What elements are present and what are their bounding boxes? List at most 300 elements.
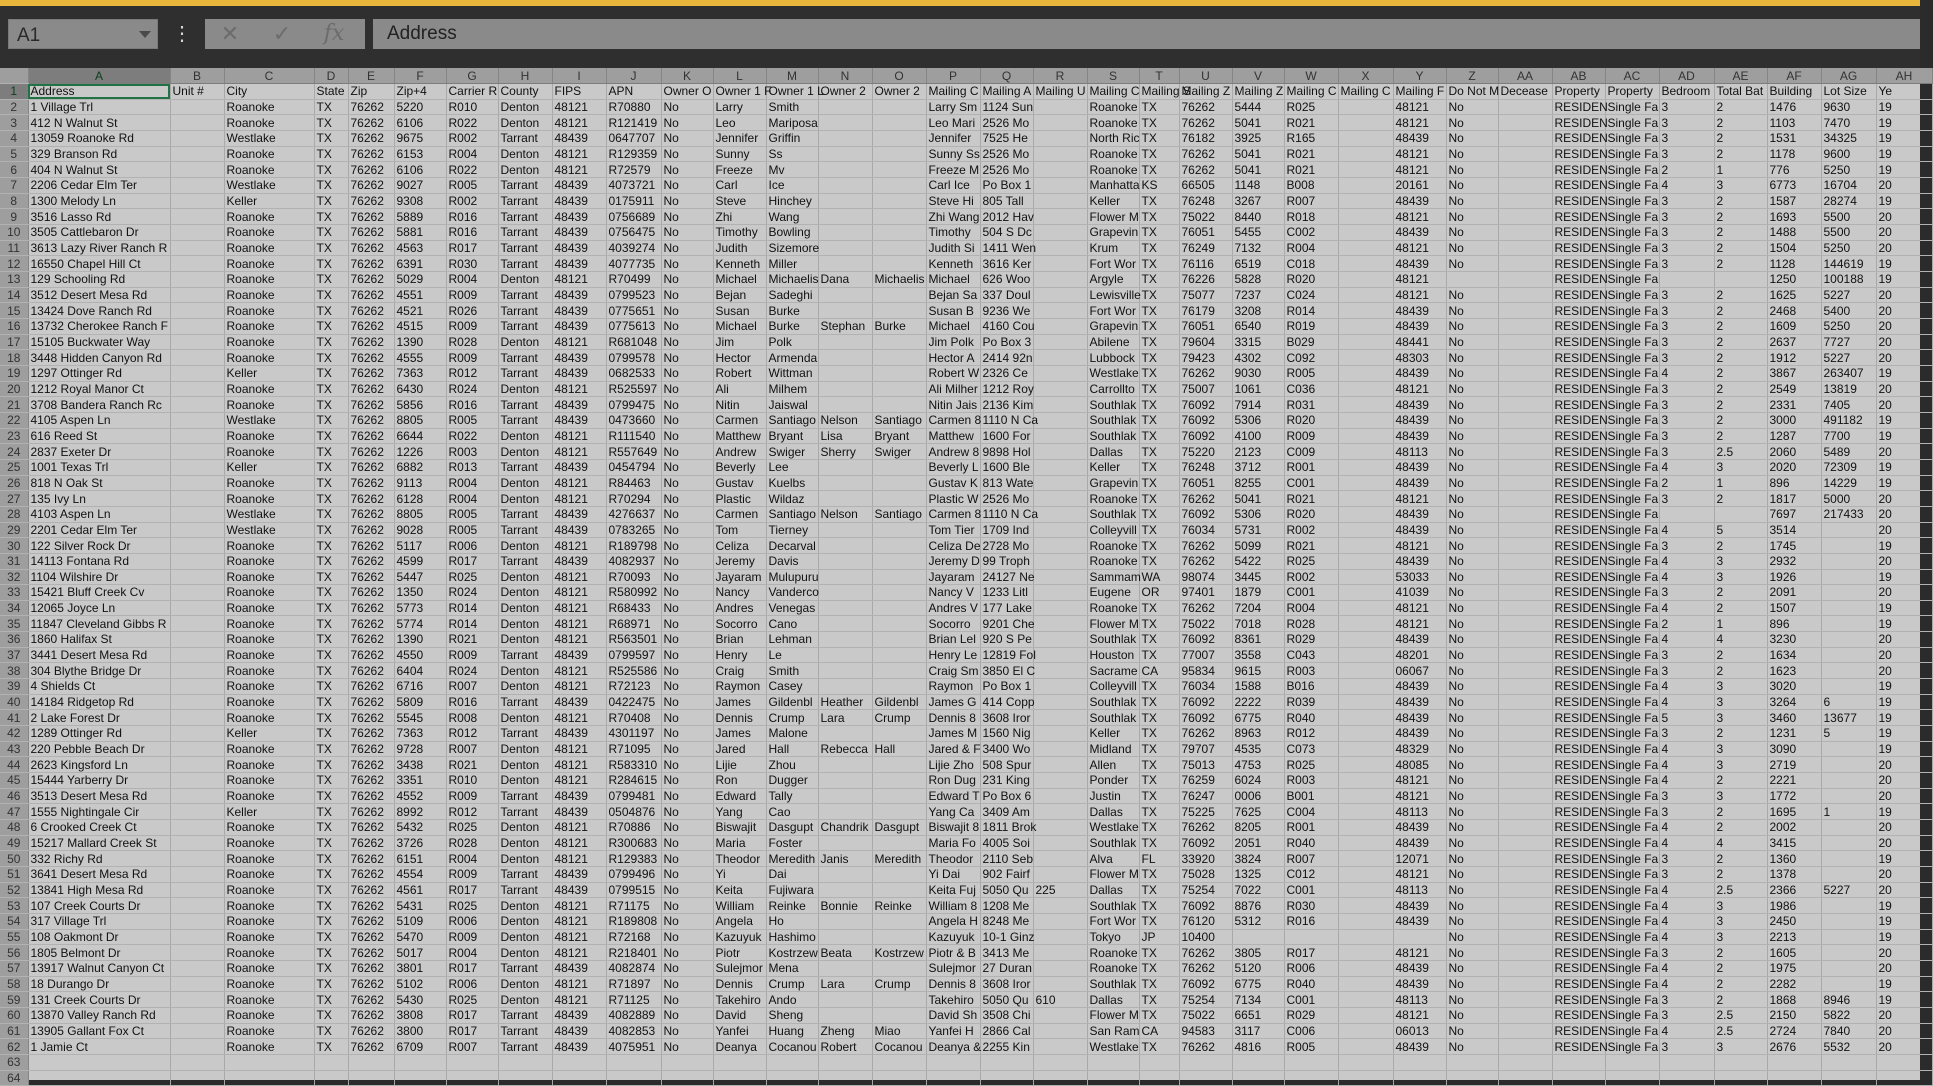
cell[interactable]: Krum bbox=[1087, 240, 1139, 256]
cell[interactable]: 13059 Roanoke Rd bbox=[28, 131, 170, 147]
cell[interactable]: 48439 bbox=[1393, 632, 1446, 648]
cell[interactable] bbox=[713, 1070, 766, 1086]
cell[interactable]: TX bbox=[314, 193, 348, 209]
cell[interactable]: Westlake bbox=[1087, 820, 1139, 836]
cell[interactable] bbox=[1338, 225, 1393, 241]
cell[interactable]: 2366 bbox=[1767, 882, 1821, 898]
cell[interactable] bbox=[1498, 992, 1552, 1008]
cell[interactable]: Steve bbox=[713, 193, 766, 209]
cell[interactable]: Single Fa bbox=[1605, 1023, 1659, 1039]
cell[interactable]: 19 bbox=[1876, 851, 1932, 867]
column-header[interactable]: AE bbox=[1714, 68, 1767, 84]
cell[interactable] bbox=[1498, 616, 1552, 632]
cell[interactable]: 6 bbox=[1821, 694, 1876, 710]
cell[interactable]: Dennis bbox=[713, 976, 766, 992]
cell[interactable]: No bbox=[1446, 444, 1498, 460]
cell[interactable]: 76092 bbox=[1179, 506, 1232, 522]
cell[interactable]: 2206 Cedar Elm Ter bbox=[28, 178, 170, 194]
cell[interactable]: 20 bbox=[1876, 287, 1932, 303]
cell[interactable]: Andres bbox=[713, 600, 766, 616]
cell[interactable]: 5444 bbox=[1232, 99, 1284, 115]
cell[interactable]: 48439 bbox=[1393, 193, 1446, 209]
cell[interactable]: Larry Sm bbox=[926, 99, 980, 115]
cell[interactable]: Piotr & B bbox=[926, 945, 980, 961]
cell[interactable]: 5041 bbox=[1232, 491, 1284, 507]
row-header[interactable]: 51 bbox=[0, 866, 28, 882]
cell[interactable]: 4105 Aspen Ln bbox=[28, 412, 170, 428]
cell[interactable]: 48121 bbox=[1393, 866, 1446, 882]
cell[interactable] bbox=[1446, 1070, 1498, 1086]
cell[interactable] bbox=[872, 866, 926, 882]
cell[interactable]: Mena bbox=[766, 960, 818, 976]
cell[interactable]: TX bbox=[314, 256, 348, 272]
cell[interactable] bbox=[1033, 146, 1087, 162]
cell[interactable]: Decarval bbox=[766, 538, 818, 554]
cell[interactable]: R129383 bbox=[606, 851, 661, 867]
cell[interactable]: Single Fa bbox=[1605, 272, 1659, 288]
cell[interactable]: TX bbox=[314, 851, 348, 867]
cell[interactable]: Owner 2 bbox=[818, 84, 872, 100]
cell[interactable] bbox=[872, 522, 926, 538]
cell[interactable]: 1289 Ottinger Rd bbox=[28, 726, 170, 742]
cell[interactable] bbox=[1338, 115, 1393, 131]
cell[interactable]: R525597 bbox=[606, 381, 661, 397]
cell[interactable]: Ice bbox=[766, 178, 818, 194]
cell[interactable]: 626 Woo bbox=[980, 272, 1033, 288]
cell[interactable] bbox=[1033, 178, 1087, 194]
row-header[interactable]: 7 bbox=[0, 178, 28, 194]
cell[interactable]: 2719 bbox=[1767, 757, 1821, 773]
cell[interactable]: Argyle bbox=[1087, 272, 1139, 288]
cell[interactable]: 48439 bbox=[1393, 710, 1446, 726]
cell[interactable]: Single Fa bbox=[1605, 397, 1659, 413]
cell[interactable]: Hall bbox=[872, 741, 926, 757]
cell[interactable]: R111540 bbox=[606, 428, 661, 444]
cell[interactable]: RESIDEN bbox=[1552, 193, 1605, 209]
cell[interactable]: 48121 bbox=[1393, 616, 1446, 632]
cell[interactable]: 48303 bbox=[1393, 350, 1446, 366]
cell[interactable]: 902 Fairf bbox=[980, 866, 1033, 882]
cell[interactable] bbox=[1876, 1070, 1932, 1086]
cell[interactable]: 4 bbox=[1659, 913, 1714, 929]
cell[interactable] bbox=[872, 99, 926, 115]
cell[interactable]: 48439 bbox=[1393, 976, 1446, 992]
column-header[interactable]: O bbox=[872, 68, 926, 84]
cell[interactable]: 3 bbox=[1659, 851, 1714, 867]
cell[interactable]: Single Fa bbox=[1605, 412, 1659, 428]
cell[interactable]: 28274 bbox=[1821, 193, 1876, 209]
cell[interactable]: 20 bbox=[1876, 632, 1932, 648]
cell[interactable]: 48439 bbox=[1393, 522, 1446, 538]
cell[interactable]: Keller bbox=[224, 365, 314, 381]
cell[interactable]: Westlake bbox=[1087, 1039, 1139, 1055]
cell[interactable]: 9027 bbox=[394, 178, 446, 194]
cell[interactable]: 48113 bbox=[1393, 804, 1446, 820]
cell[interactable]: R71175 bbox=[606, 898, 661, 914]
cell[interactable]: TX bbox=[1139, 412, 1179, 428]
cell[interactable] bbox=[170, 976, 224, 992]
cell[interactable]: Hall bbox=[766, 741, 818, 757]
cell[interactable]: 48439 bbox=[1393, 225, 1446, 241]
cell[interactable]: RESIDEN bbox=[1552, 1007, 1605, 1023]
cell[interactable]: TX bbox=[1139, 679, 1179, 695]
cell[interactable]: 0799515 bbox=[606, 882, 661, 898]
cell[interactable]: 2002 bbox=[1767, 820, 1821, 836]
cell[interactable]: R005 bbox=[446, 178, 498, 194]
cell[interactable] bbox=[1498, 428, 1552, 444]
cell[interactable]: RESIDEN bbox=[1552, 600, 1605, 616]
cell[interactable]: Flower M bbox=[1087, 866, 1139, 882]
cell[interactable] bbox=[1338, 929, 1393, 945]
row-header[interactable]: 42 bbox=[0, 726, 28, 742]
cell[interactable]: 76262 bbox=[348, 272, 394, 288]
cell[interactable]: 2 bbox=[1659, 162, 1714, 178]
row-header[interactable]: 55 bbox=[0, 929, 28, 945]
cell[interactable]: Theodor bbox=[713, 851, 766, 867]
cell[interactable] bbox=[1338, 412, 1393, 428]
cell[interactable]: 48439 bbox=[552, 193, 606, 209]
cell[interactable]: 48085 bbox=[1393, 757, 1446, 773]
cell[interactable]: 48439 bbox=[552, 1023, 606, 1039]
cell[interactable]: 2 bbox=[1714, 945, 1767, 961]
cell[interactable]: Ho bbox=[766, 913, 818, 929]
cell[interactable]: 813 Wate bbox=[980, 475, 1033, 491]
cell[interactable]: TX bbox=[1139, 976, 1179, 992]
select-all-corner[interactable] bbox=[0, 68, 28, 84]
cell[interactable]: 1148 bbox=[1232, 178, 1284, 194]
cell[interactable] bbox=[818, 757, 872, 773]
cell[interactable]: 9030 bbox=[1232, 365, 1284, 381]
cell[interactable] bbox=[1033, 131, 1087, 147]
cell[interactable]: 508 Spur bbox=[980, 757, 1033, 773]
cell[interactable]: 75254 bbox=[1179, 882, 1232, 898]
cell[interactable]: No bbox=[661, 272, 713, 288]
cell[interactable] bbox=[1659, 506, 1714, 522]
cell[interactable]: Roanoke bbox=[224, 632, 314, 648]
cell[interactable]: 5120 bbox=[1232, 960, 1284, 976]
cell[interactable] bbox=[766, 1070, 818, 1086]
cell[interactable] bbox=[170, 694, 224, 710]
cell[interactable]: Roanoke bbox=[224, 240, 314, 256]
cell[interactable]: Roanoke bbox=[224, 898, 314, 914]
cell[interactable]: TX bbox=[314, 710, 348, 726]
cell[interactable]: Eugene bbox=[1087, 585, 1139, 601]
cell[interactable] bbox=[872, 679, 926, 695]
cell[interactable]: Biswajit 8 bbox=[926, 820, 980, 836]
cell[interactable]: 4302 bbox=[1232, 350, 1284, 366]
cell[interactable]: No bbox=[661, 694, 713, 710]
cell[interactable]: 3315 bbox=[1232, 334, 1284, 350]
cell[interactable] bbox=[872, 334, 926, 350]
cell[interactable]: R300683 bbox=[606, 835, 661, 851]
cell[interactable]: Denton bbox=[498, 913, 552, 929]
cell[interactable]: 3351 bbox=[394, 773, 446, 789]
cell[interactable]: Yanfei bbox=[713, 1023, 766, 1039]
cell[interactable]: 19 bbox=[1876, 272, 1932, 288]
cell[interactable] bbox=[1033, 757, 1087, 773]
cell[interactable]: 76262 bbox=[348, 178, 394, 194]
cell[interactable]: TX bbox=[314, 162, 348, 178]
cell[interactable]: R563501 bbox=[606, 632, 661, 648]
cell[interactable]: Foster bbox=[766, 835, 818, 851]
cell[interactable]: 1360 bbox=[1767, 851, 1821, 867]
cell[interactable]: Robert W bbox=[926, 365, 980, 381]
cell[interactable]: Miao bbox=[872, 1023, 926, 1039]
cell[interactable] bbox=[818, 397, 872, 413]
cell[interactable] bbox=[170, 522, 224, 538]
cell[interactable]: 19 bbox=[1876, 365, 1932, 381]
cell[interactable]: TX bbox=[1139, 741, 1179, 757]
cell[interactable]: 48121 bbox=[552, 569, 606, 585]
cell[interactable]: 76262 bbox=[348, 976, 394, 992]
cell[interactable]: R121419 bbox=[606, 115, 661, 131]
cell[interactable]: Denton bbox=[498, 538, 552, 554]
cell[interactable] bbox=[1033, 350, 1087, 366]
cell[interactable]: Sulejmor bbox=[713, 960, 766, 976]
cell[interactable] bbox=[1821, 851, 1876, 867]
cell[interactable]: Sammam bbox=[1087, 569, 1139, 585]
cell[interactable]: TX bbox=[1139, 193, 1179, 209]
cell[interactable]: 19 bbox=[1876, 256, 1932, 272]
cell[interactable]: Single Fa bbox=[1605, 726, 1659, 742]
cell[interactable] bbox=[818, 162, 872, 178]
cell[interactable]: 4 bbox=[1659, 898, 1714, 914]
cell[interactable] bbox=[1821, 553, 1876, 569]
cell[interactable]: 76248 bbox=[1179, 193, 1232, 209]
cell[interactable]: 5422 bbox=[1232, 553, 1284, 569]
cell[interactable]: 18 Durango Dr bbox=[28, 976, 170, 992]
cell[interactable]: 1476 bbox=[1767, 99, 1821, 115]
cell[interactable]: 2837 Exeter Dr bbox=[28, 444, 170, 460]
cell[interactable]: Robert bbox=[713, 365, 766, 381]
cell[interactable]: Westlake bbox=[1087, 365, 1139, 381]
cell[interactable] bbox=[872, 240, 926, 256]
cell[interactable]: 76262 bbox=[348, 491, 394, 507]
cell[interactable] bbox=[1498, 898, 1552, 914]
cell[interactable] bbox=[1033, 459, 1087, 475]
cell[interactable]: Mariposa bbox=[766, 115, 818, 131]
cell[interactable]: R021 bbox=[446, 757, 498, 773]
cell[interactable]: 0006 bbox=[1232, 788, 1284, 804]
cell[interactable]: TX bbox=[314, 350, 348, 366]
cell[interactable]: 48439 bbox=[552, 804, 606, 820]
cell[interactable]: 48121 bbox=[552, 115, 606, 131]
cell[interactable]: 76262 bbox=[1179, 960, 1232, 976]
cell[interactable] bbox=[872, 397, 926, 413]
cell[interactable]: RESIDEN bbox=[1552, 287, 1605, 303]
cell[interactable]: Nelson bbox=[818, 506, 872, 522]
cell[interactable] bbox=[1821, 569, 1876, 585]
cell[interactable]: 48121 bbox=[1393, 287, 1446, 303]
cell[interactable]: No bbox=[1446, 350, 1498, 366]
cell[interactable]: 4816 bbox=[1232, 1039, 1284, 1055]
cell[interactable] bbox=[1821, 773, 1876, 789]
cell[interactable]: 76262 bbox=[348, 1007, 394, 1023]
row-header[interactable]: 17 bbox=[0, 334, 28, 350]
cell[interactable]: R013 bbox=[446, 459, 498, 475]
cell[interactable] bbox=[1821, 600, 1876, 616]
cell[interactable] bbox=[1552, 1054, 1605, 1070]
cell[interactable]: Roanoke bbox=[224, 569, 314, 585]
cell[interactable]: No bbox=[661, 788, 713, 804]
cell[interactable]: 48121 bbox=[552, 162, 606, 178]
cell[interactable]: TX bbox=[314, 694, 348, 710]
cell[interactable]: 7363 bbox=[394, 726, 446, 742]
cell[interactable] bbox=[1498, 319, 1552, 335]
cell[interactable]: 3 bbox=[1714, 898, 1767, 914]
column-header[interactable]: W bbox=[1284, 68, 1338, 84]
cell[interactable]: 48439 bbox=[1393, 131, 1446, 147]
cell[interactable]: 20 bbox=[1876, 350, 1932, 366]
cell[interactable]: 1817 bbox=[1767, 491, 1821, 507]
cell[interactable] bbox=[170, 178, 224, 194]
cell[interactable]: 3 bbox=[1659, 381, 1714, 397]
cell[interactable]: No bbox=[1446, 209, 1498, 225]
cell[interactable]: Single Fa bbox=[1605, 882, 1659, 898]
cell[interactable]: 75254 bbox=[1179, 992, 1232, 1008]
cell[interactable]: Swiger bbox=[766, 444, 818, 460]
cell[interactable] bbox=[818, 616, 872, 632]
cell[interactable]: 6775 bbox=[1232, 710, 1284, 726]
cell[interactable] bbox=[170, 663, 224, 679]
row-header[interactable]: 47 bbox=[0, 804, 28, 820]
cell[interactable]: 19 bbox=[1876, 193, 1932, 209]
cell[interactable]: Santiago bbox=[766, 506, 818, 522]
cell[interactable] bbox=[1498, 960, 1552, 976]
cell[interactable]: Single Fa bbox=[1605, 99, 1659, 115]
cell[interactable]: 76262 bbox=[348, 945, 394, 961]
cell[interactable]: TX bbox=[1139, 256, 1179, 272]
cell[interactable]: TX bbox=[314, 585, 348, 601]
cell[interactable]: No bbox=[661, 913, 713, 929]
cell[interactable] bbox=[1821, 976, 1876, 992]
cell[interactable]: 76262 bbox=[348, 459, 394, 475]
cell[interactable]: 4301197 bbox=[606, 726, 661, 742]
cell[interactable]: No bbox=[1446, 569, 1498, 585]
cell[interactable]: 48121 bbox=[552, 538, 606, 554]
cell[interactable]: Southlak bbox=[1087, 694, 1139, 710]
cell[interactable]: TX bbox=[1139, 475, 1179, 491]
cell[interactable]: Roanoke bbox=[1087, 538, 1139, 554]
cell[interactable]: TX bbox=[314, 913, 348, 929]
cell[interactable]: Kostrzew bbox=[766, 945, 818, 961]
cell[interactable]: B029 bbox=[1284, 334, 1338, 350]
row-header[interactable]: 24 bbox=[0, 444, 28, 460]
cell[interactable]: R007 bbox=[446, 679, 498, 695]
row-header[interactable]: 5 bbox=[0, 146, 28, 162]
cell[interactable]: 48439 bbox=[552, 459, 606, 475]
cell[interactable]: 48439 bbox=[1393, 319, 1446, 335]
cell[interactable]: TX bbox=[314, 835, 348, 851]
cell[interactable]: R008 bbox=[446, 710, 498, 726]
cell[interactable]: No bbox=[1446, 146, 1498, 162]
cell[interactable]: 20 bbox=[1876, 835, 1932, 851]
column-header[interactable]: N bbox=[818, 68, 872, 84]
cell[interactable] bbox=[872, 647, 926, 663]
cell[interactable]: Po Box 1 bbox=[980, 178, 1033, 194]
cell[interactable] bbox=[818, 569, 872, 585]
cell[interactable] bbox=[170, 585, 224, 601]
cell[interactable] bbox=[170, 898, 224, 914]
cell[interactable]: Craig bbox=[713, 663, 766, 679]
cell[interactable]: 76262 bbox=[348, 365, 394, 381]
cell[interactable]: Bedroom bbox=[1659, 84, 1714, 100]
cell[interactable]: 20 bbox=[1876, 663, 1932, 679]
cell[interactable]: No bbox=[661, 444, 713, 460]
cell[interactable]: 5227 bbox=[1821, 882, 1876, 898]
cell[interactable]: Hector bbox=[713, 350, 766, 366]
cell[interactable]: 1560 Nig bbox=[980, 726, 1033, 742]
cell[interactable] bbox=[1821, 1070, 1876, 1086]
cell[interactable]: No bbox=[661, 804, 713, 820]
cell[interactable]: Single Fa bbox=[1605, 381, 1659, 397]
cell[interactable] bbox=[170, 1007, 224, 1023]
cell[interactable] bbox=[1498, 569, 1552, 585]
cell[interactable]: 4 bbox=[1659, 835, 1714, 851]
cell[interactable]: 0799481 bbox=[606, 788, 661, 804]
cell[interactable]: Tarrant bbox=[498, 788, 552, 804]
cell[interactable] bbox=[1821, 1054, 1876, 1070]
cell[interactable] bbox=[1338, 835, 1393, 851]
cell[interactable]: 76034 bbox=[1179, 679, 1232, 695]
cell[interactable] bbox=[498, 1070, 552, 1086]
cell[interactable]: Roanoke bbox=[224, 788, 314, 804]
cell[interactable]: TX bbox=[1139, 1007, 1179, 1023]
cell[interactable]: No bbox=[1446, 773, 1498, 789]
cell[interactable] bbox=[1338, 491, 1393, 507]
cell[interactable]: Smith bbox=[766, 663, 818, 679]
cell[interactable]: 3 bbox=[1659, 444, 1714, 460]
cell[interactable]: Southlak bbox=[1087, 710, 1139, 726]
column-header[interactable]: F bbox=[394, 68, 446, 84]
cell[interactable]: 4 bbox=[1659, 694, 1714, 710]
cell[interactable] bbox=[1338, 381, 1393, 397]
cell[interactable]: 1287 bbox=[1767, 428, 1821, 444]
cell[interactable]: Mailing U bbox=[1033, 84, 1087, 100]
cell[interactable] bbox=[1498, 412, 1552, 428]
cell[interactable] bbox=[1498, 1070, 1552, 1086]
cell[interactable]: Single Fa bbox=[1605, 945, 1659, 961]
cell[interactable] bbox=[872, 131, 926, 147]
cell[interactable]: Lewisville bbox=[1087, 287, 1139, 303]
cell[interactable]: RESIDEN bbox=[1552, 240, 1605, 256]
cell[interactable]: 3400 Wo bbox=[980, 741, 1033, 757]
cell[interactable] bbox=[818, 929, 872, 945]
cell[interactable] bbox=[224, 1054, 314, 1070]
cell[interactable]: Sheng bbox=[766, 1007, 818, 1023]
cell[interactable]: 76092 bbox=[1179, 397, 1232, 413]
cell[interactable]: RESIDEN bbox=[1552, 506, 1605, 522]
cell[interactable]: 76262 bbox=[348, 913, 394, 929]
cell[interactable]: Bonnie bbox=[818, 898, 872, 914]
cell[interactable]: Mailing S bbox=[1139, 84, 1179, 100]
cell[interactable]: R681048 bbox=[606, 334, 661, 350]
cell[interactable]: Carmen bbox=[713, 506, 766, 522]
cell[interactable]: TX bbox=[314, 1007, 348, 1023]
cell[interactable]: 0783265 bbox=[606, 522, 661, 538]
cell[interactable]: 76248 bbox=[1179, 459, 1232, 475]
cell[interactable]: 6128 bbox=[394, 491, 446, 507]
cell[interactable]: Carrollto bbox=[1087, 381, 1139, 397]
cell[interactable]: 76262 bbox=[348, 866, 394, 882]
cell[interactable]: 76262 bbox=[1179, 491, 1232, 507]
cell[interactable]: TX bbox=[314, 866, 348, 882]
cell[interactable]: 19 bbox=[1876, 710, 1932, 726]
cell[interactable]: TX bbox=[314, 804, 348, 820]
cell[interactable]: Lehman bbox=[766, 632, 818, 648]
cell[interactable]: 20 bbox=[1876, 1007, 1932, 1023]
cell[interactable]: TX bbox=[314, 553, 348, 569]
